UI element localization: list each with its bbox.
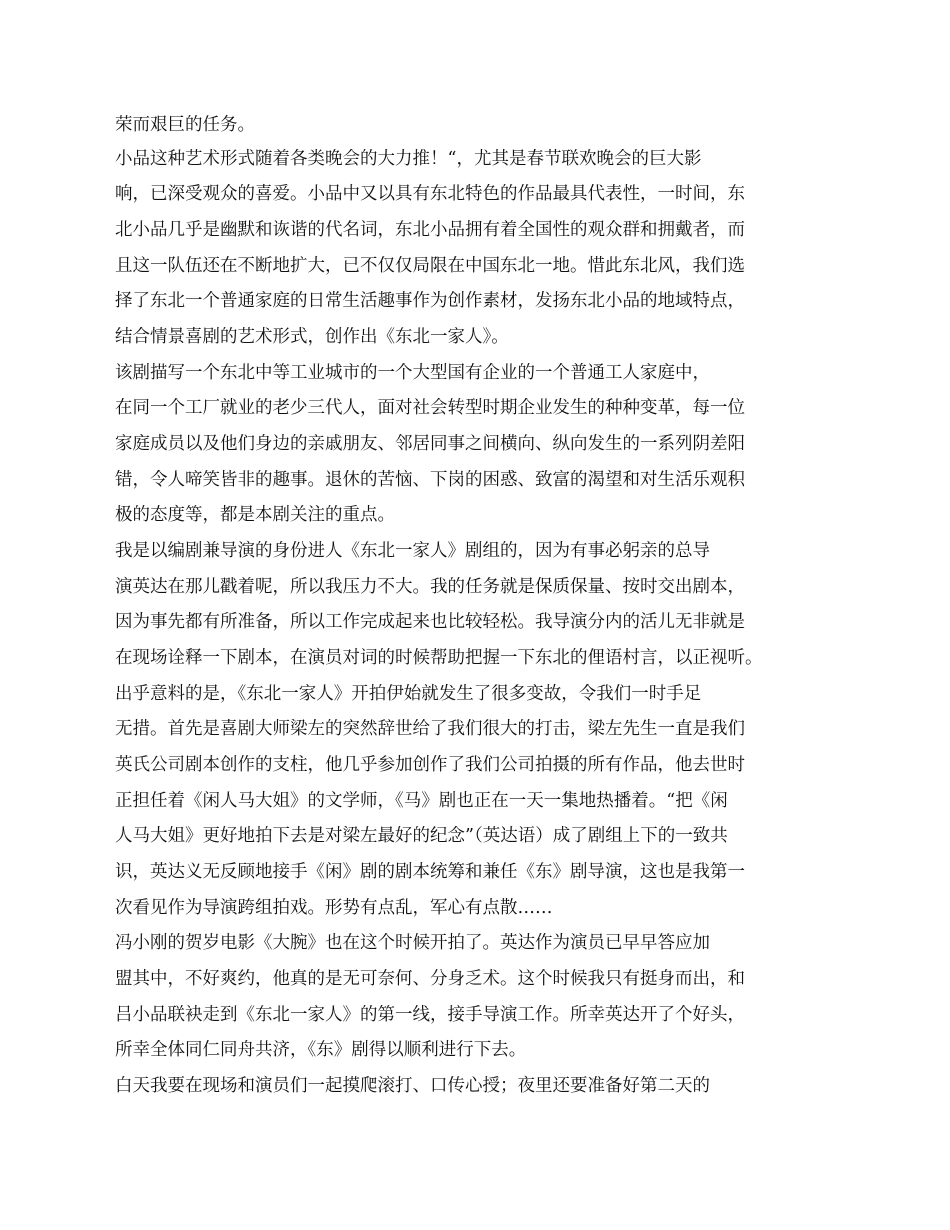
text-line: 我是以编剧兼导演的身份进人《东北一家人》剧组的，因为有事必躬亲的总导 <box>115 541 710 561</box>
text-line: 错，令人啼笑皆非的趣事。退休的苦恼、下岗的困惑、致富的渴望和对生活乐观积 <box>115 470 745 490</box>
text-line: 在同一个工厂就业的老少三代人，面对社会转型时期企业发生的种种变革，每一位 <box>115 398 745 418</box>
text-line: 该剧描写一个东北中等工业城市的一个大型国有企业的一个普通工人家庭中， <box>115 363 710 383</box>
text-line: 出乎意料的是，《东北一家人》开拍伊始就发生了很多变故，令我们一时手足 <box>115 684 702 704</box>
text-line: 择了东北一个普通家庭的日常生活趣事作为创作素材，发扬东北小品的地域特点， <box>115 291 745 311</box>
text-line: 白天我要在现场和演员们一起摸爬滚打、口传心授；夜里还要准备好第二天的 <box>115 1076 710 1096</box>
text-line: 无措。首先是喜剧大师梁左的突然辞世给了我们很大的打击，梁左先生一直是我们 <box>115 719 745 739</box>
text-line: 荣而艰巨的任务。 <box>115 115 255 135</box>
text-line: 正担任着《闲人马大姐》的文学师，《马》剧也正在一天一集地热播着。“把《闲 <box>115 791 728 811</box>
text-line: 因为事先都有所准备，所以工作完成起来也比较轻松。我导演分内的活儿无非就是 <box>115 612 745 632</box>
text-line: 响，已深受观众的喜爱。小品中又以具有东北特色的作品最具代表性，一时间，东 <box>115 184 745 204</box>
text-line: 家庭成员以及他们身边的亲戚朋友、邻居同事之间横向、纵向发生的一系列阴差阳 <box>115 434 745 454</box>
text-line: 识，英达义无反顾地接手《闲》剧的剧本统筹和兼任《东》剧导演，这也是我第一 <box>115 862 745 882</box>
text-line: 且这一队伍还在不断地扩大，已不仅仅局限在中国东北一地。惜此东北风，我们选 <box>115 256 745 276</box>
text-line: 小品这种艺术形式随着各类晚会的大力推！“，尤其是春节联欢晚会的巨大影 <box>115 149 702 169</box>
text-line: 次看见作为导演跨组拍戏。形势有点乱，军心有点散…… <box>115 898 553 918</box>
text-line: 所幸全体同仁同舟共济，《东》剧得以顺利进行下去。 <box>115 1040 527 1060</box>
text-line: 极的态度等，都是本剧关注的重点。 <box>115 505 395 525</box>
text-line: 英氏公司剧本创作的支柱，他几乎参加创作了我们公司拍摄的所有作品，他去世时 <box>115 755 745 775</box>
text-line: 演英达在那儿戳着呢，所以我压力不大。我的任务就是保质保量、按时交出剧本， <box>115 577 745 597</box>
text-line: 吕小品联袂走到《东北一家人》的第一线，接手导演工作。所幸英达开了个好头， <box>115 1005 745 1025</box>
text-line: 结合情景喜剧的艺术形式，创作出《东北一家人》。 <box>115 327 509 347</box>
text-line: 人马大姐》更好地拍下去是对梁左最好的纪念”（英达语）成了剧组上下的一致共 <box>115 826 728 846</box>
text-line: 盟其中，不好爽约，他真的是无可奈何、分身乏术。这个时候我只有挺身而出，和 <box>115 969 745 989</box>
text-line: 北小品几乎是幽默和诙谐的代名词，东北小品拥有着全国性的观众群和拥戴者，而 <box>115 220 745 240</box>
text-line: 在现场诠释一下剧本，在演员对词的时候帮助把握一下东北的俚语村言，以正视听。 <box>115 648 763 668</box>
text-line: 冯小刚的贺岁电影《大腕》也在这个时候开拍了。英达作为演员已早早答应加 <box>115 933 710 953</box>
